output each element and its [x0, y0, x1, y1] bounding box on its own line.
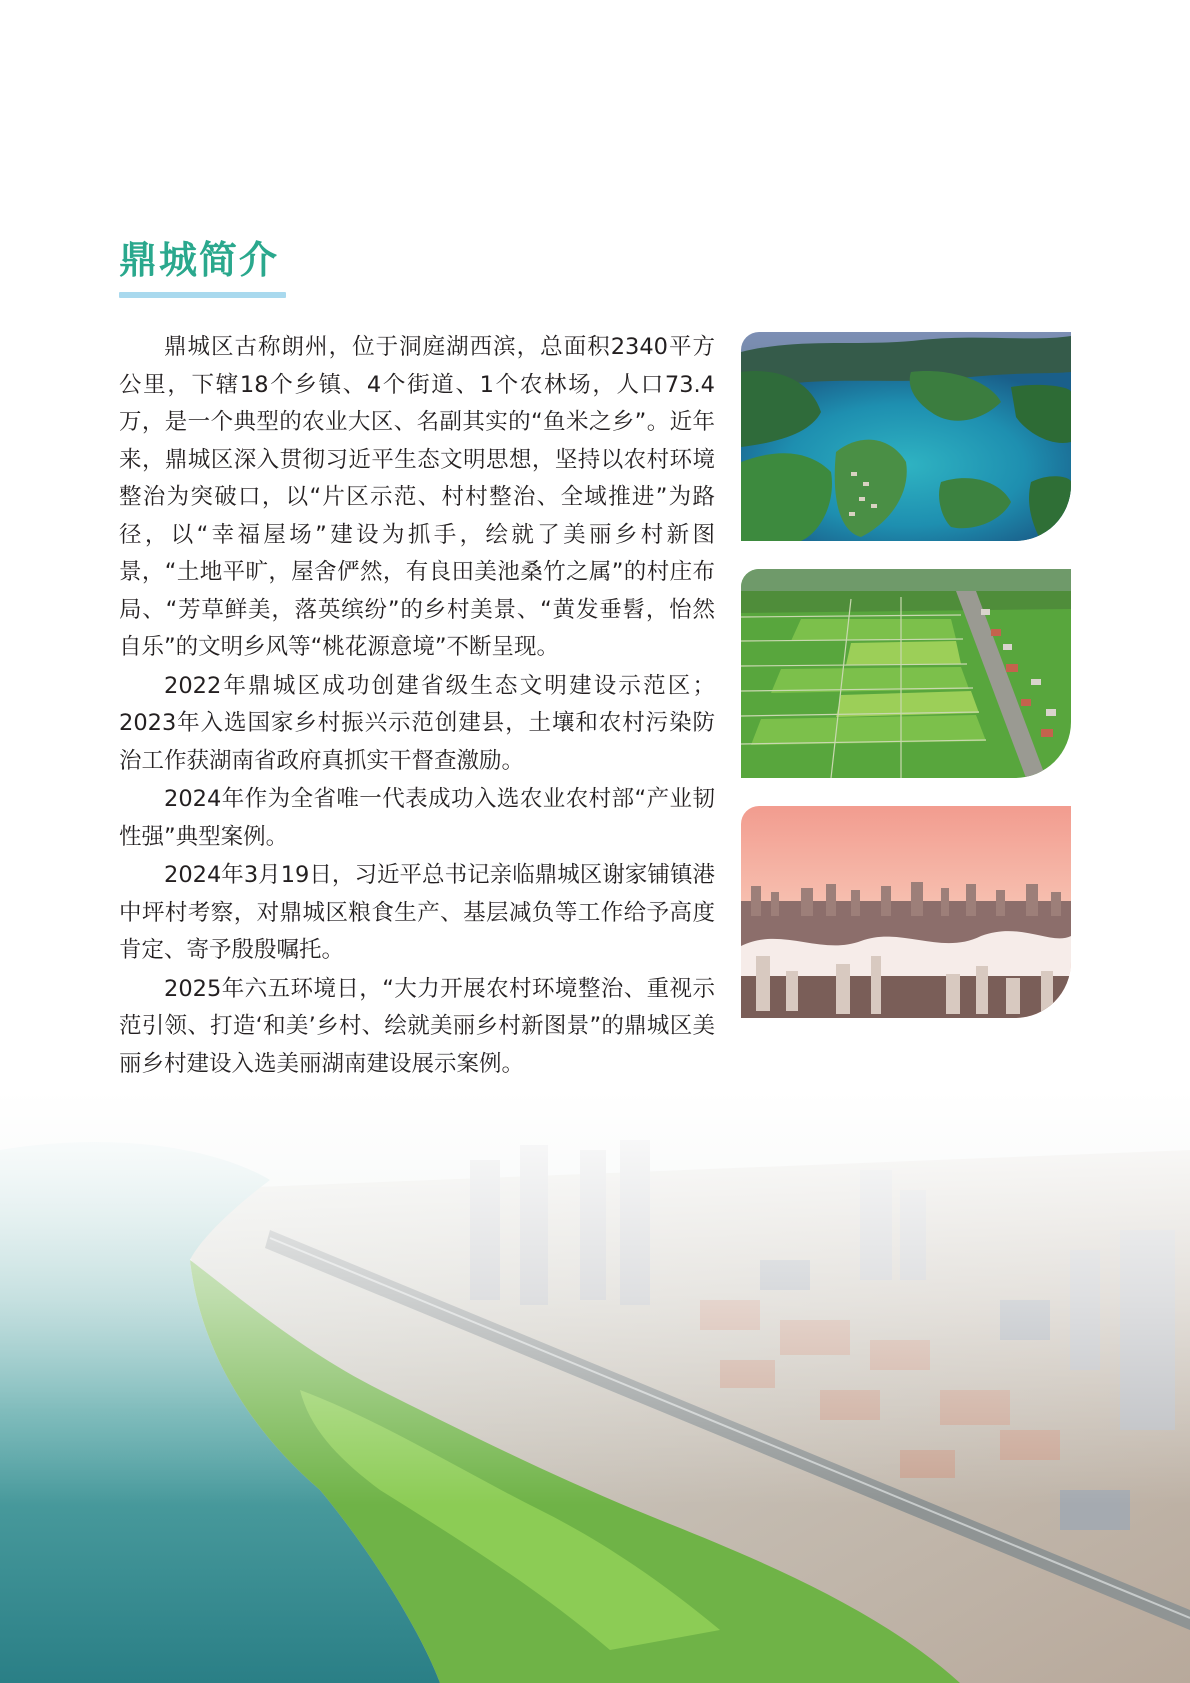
lake-photo-image	[741, 332, 1071, 541]
aerial-city-image	[0, 1090, 1190, 1683]
intro-paragraph-5: 2025年六五环境日，“大力开展农村环境整治、重视示范引领、打造‘和美’乡村、绘就美丽乡村新图景”的鼎城区美丽乡村建设入选美丽湖南建设展示案例。	[119, 975, 715, 1077]
farmland-photo-image	[741, 569, 1071, 778]
city-photo	[741, 806, 1071, 1018]
title-underline	[119, 292, 286, 298]
farmland-photo	[741, 569, 1071, 778]
intro-paragraph-2: 2022年鼎城区成功创建省级生态文明建设示范区；2023年入选国家乡村振兴示范创建县，土壤和农村污染防治工作获湖南省政府真抓实干督查激励。	[119, 672, 715, 774]
intro-paragraph-4: 2024年3月19日，习近平总书记亲临鼎城区谢家铺镇港中坪村考察，对鼎城区粮食生产、基层减负等工作给予高度肯定、寄予殷殷嘱托。	[119, 862, 715, 963]
intro-text	[119, 329, 715, 1084]
section-title: 鼎城简介	[119, 238, 280, 282]
intro-paragraph-1: 鼎城区古称朗州，位于洞庭湖西滨，总面积2340平方公里，下辖18个乡镇、4个街道、1个农林场，人口73.4万，是一个典型的农业大区、名副其实的“鱼米之乡”。近年来，鼎城区深入贯彻习近平生态文明思想，坚持以农村环境整治为突破口，以“片区示范、村村整治、全域推进”为路径，以“幸福屋场”建设为抓手，绘就了美丽乡村新图景，“土地平旷，屋舍俨然，有良田美池桑竹之属”的村庄布局、“芳草鲜美，落英缤纷”的乡村美景、“黄发垂髫，怡然自乐”的文明乡风等“桃花源意境”不断呈现。	[119, 334, 715, 660]
aerial-city-illustration	[0, 1090, 1190, 1683]
city-photo-image	[741, 806, 1071, 1018]
lake-photo	[741, 332, 1071, 541]
intro-paragraph-3: 2024年作为全省唯一代表成功入选农业农村部“产业韧性强”典型案例。	[119, 786, 715, 850]
